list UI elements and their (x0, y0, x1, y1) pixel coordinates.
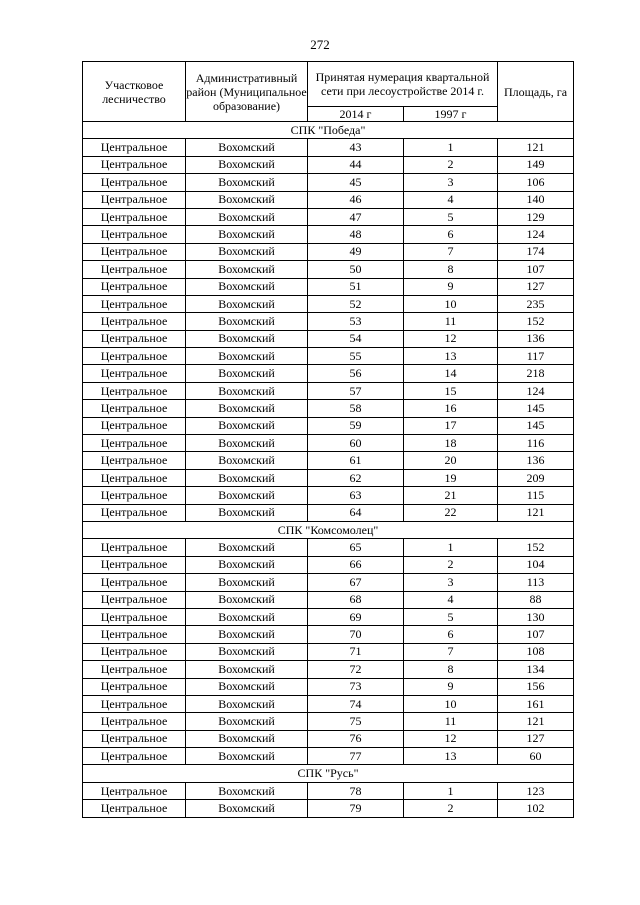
cell-area: 88 (498, 591, 574, 608)
cell-quarter-1997: 10 (404, 295, 498, 312)
cell-quarter-2014: 62 (308, 469, 404, 486)
cell-area: 102 (498, 800, 574, 817)
cell-district: Вохомский (186, 800, 308, 817)
cell-district: Вохомский (186, 226, 308, 243)
cell-quarter-2014: 71 (308, 643, 404, 660)
cell-area: 124 (498, 226, 574, 243)
cell-area: 136 (498, 452, 574, 469)
cell-quarter-2014: 59 (308, 417, 404, 434)
cell-district: Вохомский (186, 348, 308, 365)
cell-forestry: Центральное (83, 226, 186, 243)
cell-district: Вохомский (186, 382, 308, 399)
cell-quarter-2014: 70 (308, 626, 404, 643)
cell-forestry: Центральное (83, 348, 186, 365)
forest-quarters-table (82, 61, 574, 818)
cell-area: 121 (498, 504, 574, 521)
cell-quarter-2014: 67 (308, 574, 404, 591)
cell-area: 123 (498, 782, 574, 799)
cell-quarter-1997: 5 (404, 208, 498, 225)
cell-forestry: Центральное (83, 748, 186, 765)
cell-forestry: Центральное (83, 452, 186, 469)
cell-quarter-1997: 1 (404, 782, 498, 799)
cell-quarter-2014: 60 (308, 435, 404, 452)
table-row (83, 678, 574, 695)
cell-quarter-2014: 52 (308, 295, 404, 312)
table-row (83, 591, 574, 608)
cell-district: Вохомский (186, 400, 308, 417)
cell-quarter-1997: 9 (404, 678, 498, 695)
table-header (83, 62, 574, 122)
cell-quarter-2014: 47 (308, 208, 404, 225)
cell-forestry: Центральное (83, 504, 186, 521)
table-row (83, 139, 574, 156)
cell-forestry: Центральное (83, 365, 186, 382)
cell-quarter-1997: 12 (404, 330, 498, 347)
cell-forestry: Центральное (83, 261, 186, 278)
table-row (83, 382, 574, 399)
table-row (83, 243, 574, 260)
cell-area: 124 (498, 382, 574, 399)
cell-quarter-2014: 48 (308, 226, 404, 243)
cell-quarter-2014: 64 (308, 504, 404, 521)
cell-area: 149 (498, 156, 574, 173)
header-year-1997: 1997 г (404, 107, 498, 122)
cell-area: 145 (498, 400, 574, 417)
cell-district: Вохомский (186, 661, 308, 678)
cell-quarter-2014: 79 (308, 800, 404, 817)
cell-quarter-2014: 44 (308, 156, 404, 173)
cell-forestry: Центральное (83, 713, 186, 730)
cell-forestry: Центральное (83, 539, 186, 556)
table-row (83, 261, 574, 278)
cell-quarter-2014: 68 (308, 591, 404, 608)
cell-forestry: Центральное (83, 574, 186, 591)
cell-district: Вохомский (186, 487, 308, 504)
cell-area: 106 (498, 174, 574, 191)
table-row (83, 191, 574, 208)
section-title: СПК "Победа" (83, 122, 574, 139)
cell-quarter-1997: 8 (404, 661, 498, 678)
cell-district: Вохомский (186, 191, 308, 208)
cell-area: 134 (498, 661, 574, 678)
cell-quarter-2014: 75 (308, 713, 404, 730)
table-row (83, 782, 574, 799)
cell-district: Вохомский (186, 295, 308, 312)
table-row (83, 713, 574, 730)
cell-forestry: Центральное (83, 661, 186, 678)
page-number: 272 (310, 37, 330, 52)
cell-forestry: Центральное (83, 626, 186, 643)
cell-forestry: Центральное (83, 469, 186, 486)
cell-quarter-1997: 14 (404, 365, 498, 382)
cell-quarter-2014: 54 (308, 330, 404, 347)
cell-district: Вохомский (186, 174, 308, 191)
table-row (83, 156, 574, 173)
cell-quarter-1997: 13 (404, 748, 498, 765)
cell-area: 107 (498, 261, 574, 278)
cell-forestry: Центральное (83, 487, 186, 504)
cell-district: Вохомский (186, 452, 308, 469)
cell-district: Вохомский (186, 730, 308, 747)
table-row (83, 435, 574, 452)
cell-district: Вохомский (186, 678, 308, 695)
header-numbering: Принятая нумерация квартальной сети при лесоустройстве 2014 г. (308, 62, 498, 107)
cell-quarter-1997: 4 (404, 191, 498, 208)
table-row (83, 643, 574, 660)
cell-quarter-2014: 49 (308, 243, 404, 260)
cell-district: Вохомский (186, 556, 308, 573)
cell-quarter-2014: 53 (308, 313, 404, 330)
table-row (83, 400, 574, 417)
table-body (83, 122, 574, 818)
cell-district: Вохомский (186, 539, 308, 556)
cell-quarter-2014: 56 (308, 365, 404, 382)
cell-quarter-2014: 46 (308, 191, 404, 208)
cell-area: 218 (498, 365, 574, 382)
cell-forestry: Центральное (83, 139, 186, 156)
cell-district: Вохомский (186, 417, 308, 434)
cell-quarter-2014: 69 (308, 608, 404, 625)
cell-quarter-2014: 72 (308, 661, 404, 678)
cell-quarter-2014: 57 (308, 382, 404, 399)
cell-district: Вохомский (186, 591, 308, 608)
table-row (83, 800, 574, 817)
cell-quarter-2014: 63 (308, 487, 404, 504)
cell-quarter-1997: 7 (404, 243, 498, 260)
cell-forestry: Центральное (83, 643, 186, 660)
cell-district: Вохомский (186, 626, 308, 643)
cell-quarter-1997: 17 (404, 417, 498, 434)
cell-quarter-2014: 73 (308, 678, 404, 695)
table-row (83, 452, 574, 469)
cell-district: Вохомский (186, 365, 308, 382)
cell-forestry: Центральное (83, 278, 186, 295)
cell-quarter-1997: 1 (404, 139, 498, 156)
cell-quarter-1997: 2 (404, 556, 498, 573)
cell-district: Вохомский (186, 695, 308, 712)
cell-area: 127 (498, 730, 574, 747)
cell-forestry: Центральное (83, 330, 186, 347)
cell-quarter-1997: 3 (404, 174, 498, 191)
cell-quarter-2014: 77 (308, 748, 404, 765)
cell-district: Вохомский (186, 208, 308, 225)
cell-area: 108 (498, 643, 574, 660)
cell-forestry: Центральное (83, 695, 186, 712)
cell-quarter-2014: 50 (308, 261, 404, 278)
cell-quarter-2014: 55 (308, 348, 404, 365)
cell-district: Вохомский (186, 504, 308, 521)
cell-district: Вохомский (186, 643, 308, 660)
cell-forestry: Центральное (83, 435, 186, 452)
cell-quarter-1997: 19 (404, 469, 498, 486)
table-row (83, 295, 574, 312)
cell-area: 127 (498, 278, 574, 295)
cell-district: Вохомский (186, 469, 308, 486)
cell-quarter-1997: 7 (404, 643, 498, 660)
cell-area: 174 (498, 243, 574, 260)
cell-forestry: Центральное (83, 591, 186, 608)
cell-quarter-1997: 12 (404, 730, 498, 747)
cell-area: 113 (498, 574, 574, 591)
cell-forestry: Центральное (83, 382, 186, 399)
table-row (83, 730, 574, 747)
cell-quarter-1997: 15 (404, 382, 498, 399)
cell-quarter-1997: 11 (404, 313, 498, 330)
table-row (83, 748, 574, 765)
cell-area: 60 (498, 748, 574, 765)
cell-quarter-1997: 21 (404, 487, 498, 504)
table-row (83, 278, 574, 295)
table-row (83, 661, 574, 678)
table-row (83, 208, 574, 225)
table-row (83, 626, 574, 643)
cell-quarter-1997: 16 (404, 400, 498, 417)
header-year-2014: 2014 г (308, 107, 404, 122)
cell-quarter-2014: 58 (308, 400, 404, 417)
cell-forestry: Центральное (83, 208, 186, 225)
cell-quarter-2014: 66 (308, 556, 404, 573)
cell-area: 145 (498, 417, 574, 434)
cell-forestry: Центральное (83, 191, 186, 208)
cell-area: 136 (498, 330, 574, 347)
cell-quarter-1997: 6 (404, 226, 498, 243)
cell-area: 161 (498, 695, 574, 712)
header-forestry: Участковое лесничество (83, 62, 186, 122)
cell-quarter-1997: 18 (404, 435, 498, 452)
section-row (83, 765, 574, 782)
cell-quarter-2014: 76 (308, 730, 404, 747)
cell-area: 117 (498, 348, 574, 365)
cell-quarter-2014: 74 (308, 695, 404, 712)
table-row (83, 313, 574, 330)
table-row (83, 556, 574, 573)
cell-forestry: Центральное (83, 156, 186, 173)
cell-forestry: Центральное (83, 174, 186, 191)
cell-area: 140 (498, 191, 574, 208)
cell-quarter-1997: 1 (404, 539, 498, 556)
cell-forestry: Центральное (83, 608, 186, 625)
cell-quarter-1997: 3 (404, 574, 498, 591)
cell-district: Вохомский (186, 313, 308, 330)
cell-forestry: Центральное (83, 730, 186, 747)
cell-district: Вохомский (186, 782, 308, 799)
cell-area: 121 (498, 139, 574, 156)
cell-area: 116 (498, 435, 574, 452)
cell-area: 129 (498, 208, 574, 225)
cell-area: 104 (498, 556, 574, 573)
table-row (83, 365, 574, 382)
cell-district: Вохомский (186, 261, 308, 278)
cell-district: Вохомский (186, 574, 308, 591)
table-row (83, 574, 574, 591)
table-row (83, 487, 574, 504)
cell-area: 235 (498, 295, 574, 312)
cell-area: 121 (498, 713, 574, 730)
cell-forestry: Центральное (83, 800, 186, 817)
cell-quarter-2014: 45 (308, 174, 404, 191)
cell-forestry: Центральное (83, 782, 186, 799)
section-title: СПК "Комсомолец" (83, 521, 574, 538)
section-title: СПК "Русь" (83, 765, 574, 782)
table-row (83, 539, 574, 556)
cell-forestry: Центральное (83, 243, 186, 260)
cell-quarter-1997: 2 (404, 156, 498, 173)
cell-forestry: Центральное (83, 417, 186, 434)
cell-forestry: Центральное (83, 556, 186, 573)
header-area: Площадь, га (498, 62, 574, 122)
table-row (83, 174, 574, 191)
cell-area: 156 (498, 678, 574, 695)
cell-forestry: Центральное (83, 400, 186, 417)
cell-quarter-1997: 10 (404, 695, 498, 712)
table-row (83, 608, 574, 625)
cell-area: 209 (498, 469, 574, 486)
cell-district: Вохомский (186, 278, 308, 295)
cell-district: Вохомский (186, 435, 308, 452)
cell-district: Вохомский (186, 139, 308, 156)
table-row (83, 469, 574, 486)
cell-quarter-2014: 43 (308, 139, 404, 156)
cell-area: 115 (498, 487, 574, 504)
cell-district: Вохомский (186, 330, 308, 347)
cell-forestry: Центральное (83, 678, 186, 695)
cell-quarter-1997: 13 (404, 348, 498, 365)
cell-quarter-1997: 2 (404, 800, 498, 817)
cell-area: 130 (498, 608, 574, 625)
cell-quarter-2014: 65 (308, 539, 404, 556)
table-row (83, 226, 574, 243)
cell-district: Вохомский (186, 243, 308, 260)
cell-forestry: Центральное (83, 295, 186, 312)
cell-quarter-2014: 78 (308, 782, 404, 799)
cell-quarter-1997: 6 (404, 626, 498, 643)
table-row (83, 504, 574, 521)
cell-quarter-2014: 51 (308, 278, 404, 295)
cell-quarter-2014: 61 (308, 452, 404, 469)
cell-quarter-1997: 5 (404, 608, 498, 625)
section-row (83, 521, 574, 538)
section-row (83, 122, 574, 139)
cell-quarter-1997: 9 (404, 278, 498, 295)
cell-area: 152 (498, 313, 574, 330)
cell-quarter-1997: 11 (404, 713, 498, 730)
cell-quarter-1997: 4 (404, 591, 498, 608)
cell-quarter-1997: 8 (404, 261, 498, 278)
table-row (83, 330, 574, 347)
cell-area: 107 (498, 626, 574, 643)
table-row (83, 348, 574, 365)
cell-district: Вохомский (186, 713, 308, 730)
cell-forestry: Центральное (83, 313, 186, 330)
table-row (83, 695, 574, 712)
cell-district: Вохомский (186, 608, 308, 625)
cell-quarter-1997: 22 (404, 504, 498, 521)
cell-district: Вохомский (186, 156, 308, 173)
cell-area: 152 (498, 539, 574, 556)
table-row (83, 417, 574, 434)
header-district: Административный район (Муниципальное образование) (186, 62, 308, 122)
cell-district: Вохомский (186, 748, 308, 765)
cell-quarter-1997: 20 (404, 452, 498, 469)
